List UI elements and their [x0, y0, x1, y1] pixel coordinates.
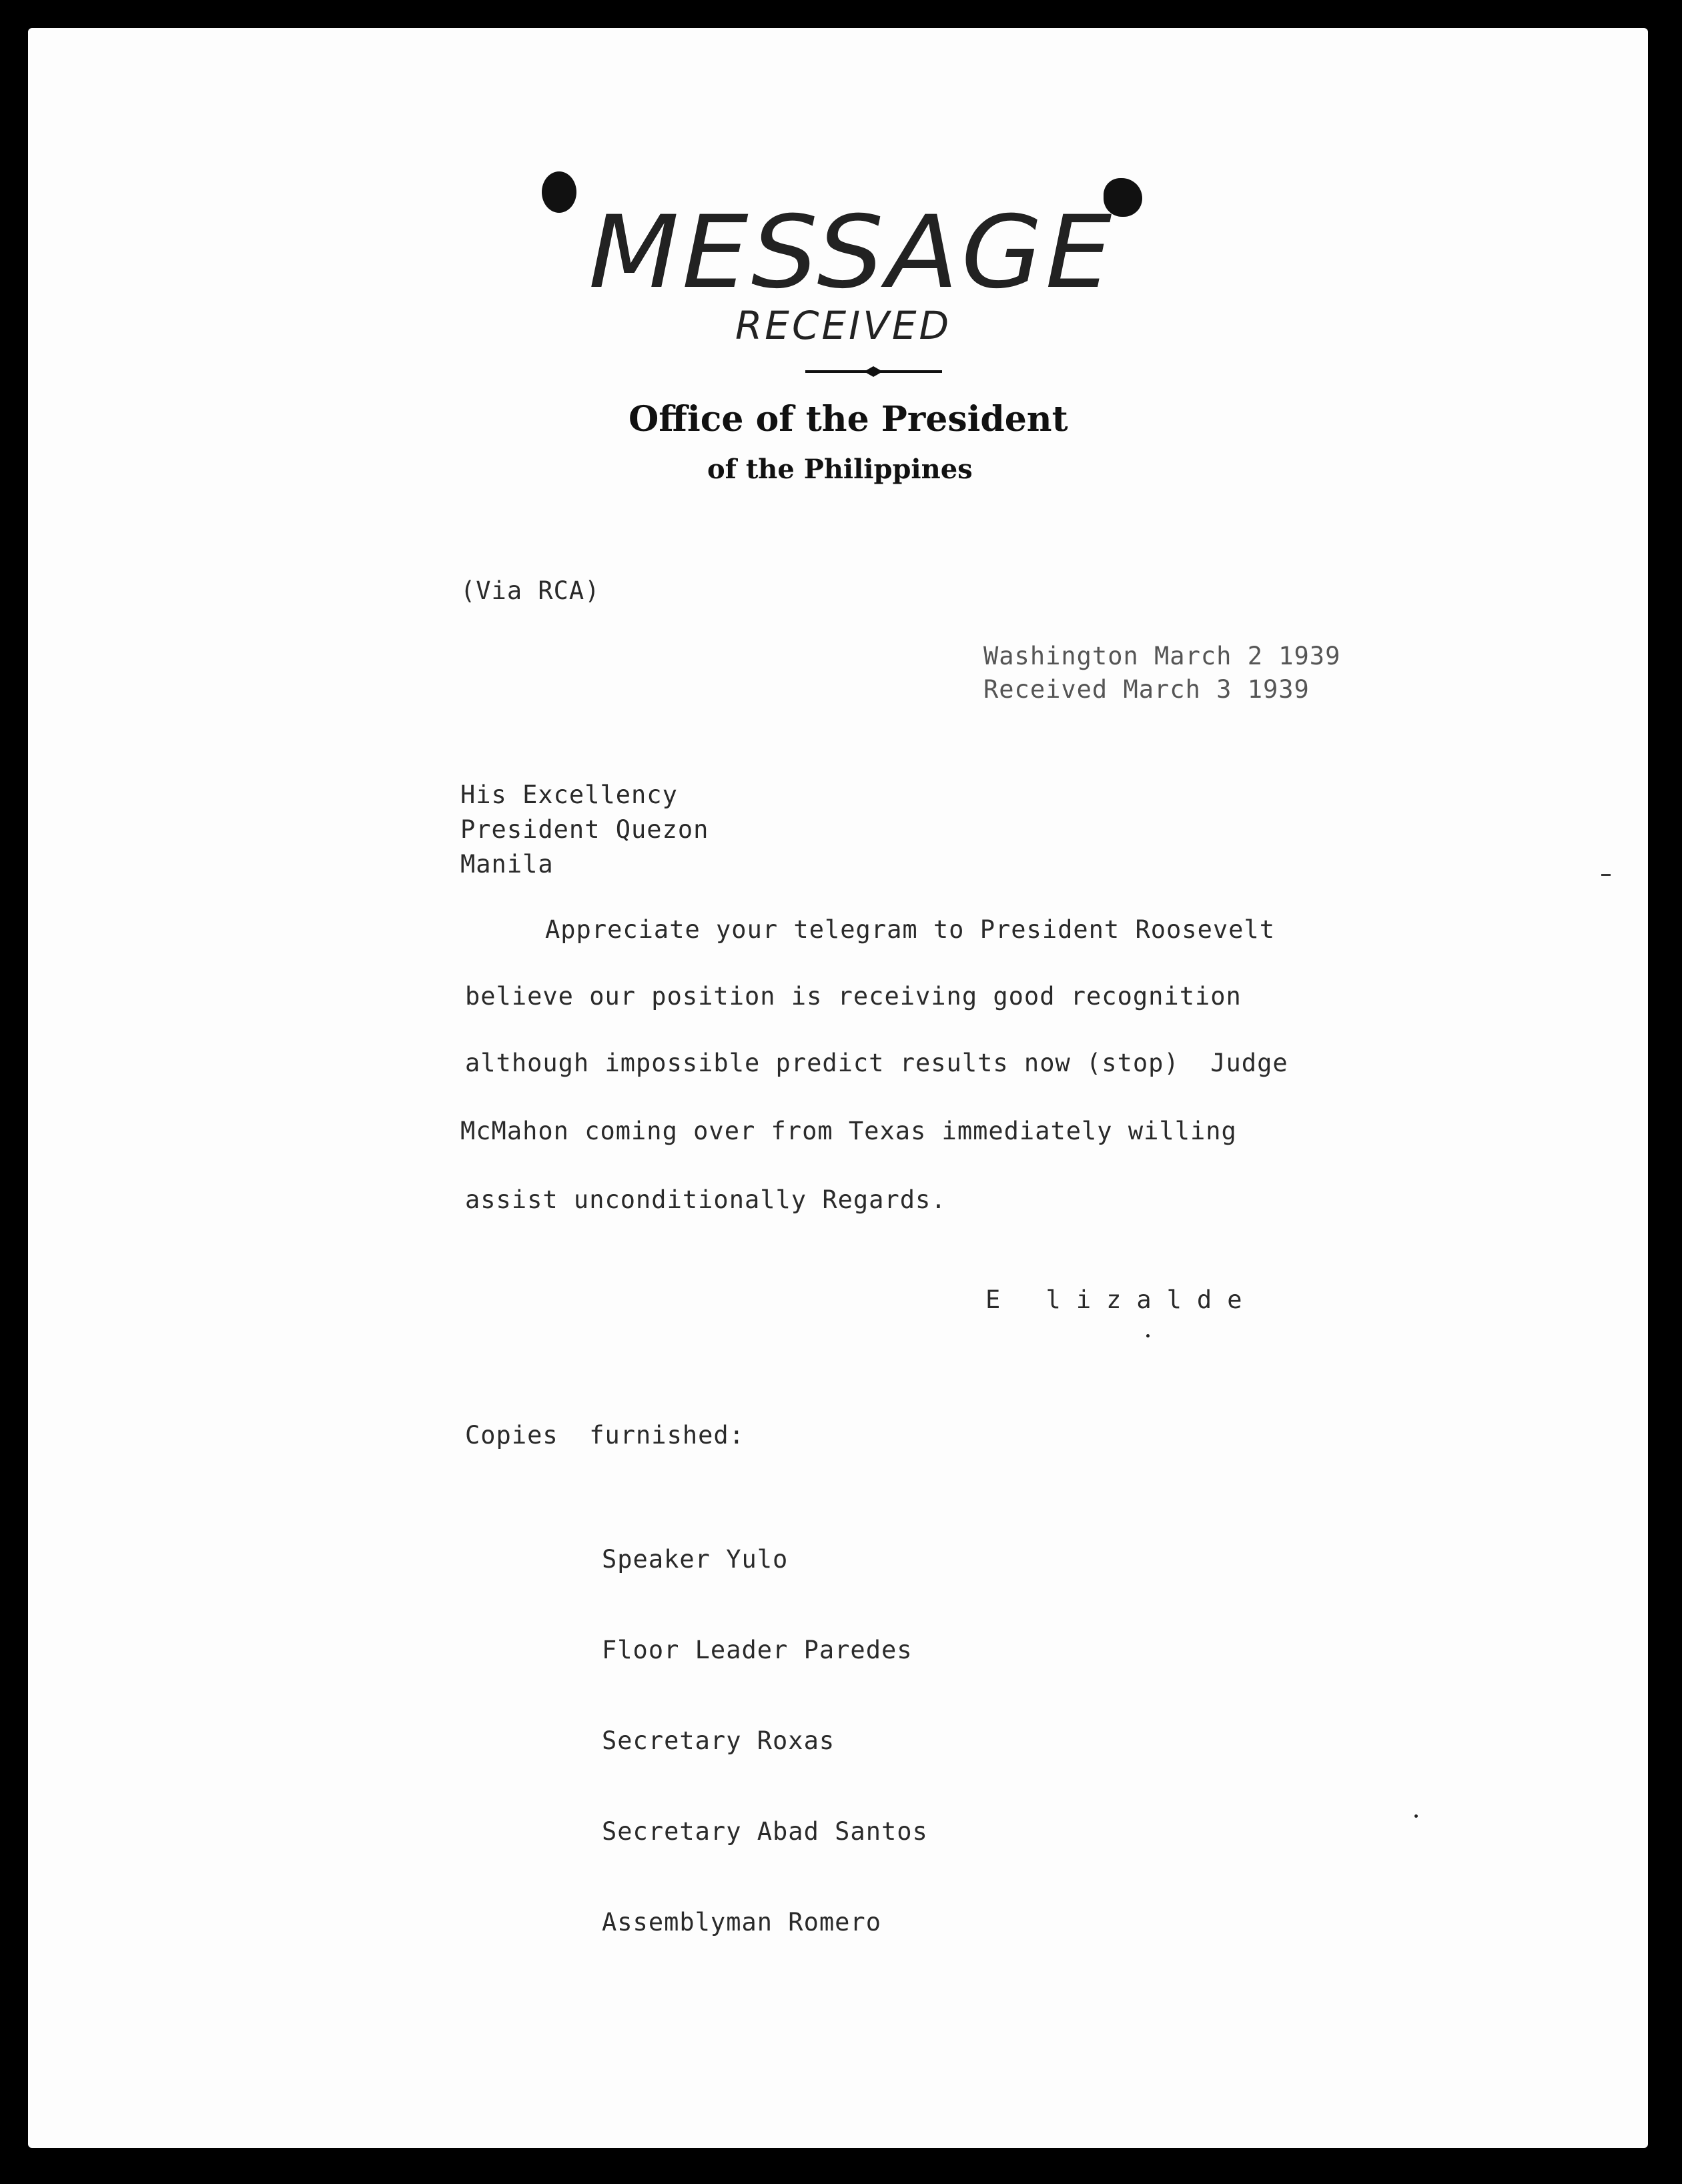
letterhead-subtitle: RECEIVED: [735, 303, 952, 348]
dateline-sent: Washington March 2 1939: [983, 642, 1341, 670]
message-body-line: believe our position is receiving good recognition: [465, 982, 1242, 1011]
letterhead-country-line: of the Philippines: [707, 454, 973, 485]
dateline-received: Received March 3 1939: [983, 675, 1310, 704]
message-body-line: McMahon coming over from Texas immediately willing: [460, 1117, 1237, 1145]
addressee-line: President Quezon: [460, 815, 709, 844]
letterhead-title: MESSAGE: [588, 195, 1115, 311]
list-item: Floor Leader Paredes: [602, 1636, 913, 1664]
sender-signature: E lizalde: [985, 1285, 1258, 1314]
copies-furnished-heading: Copies furnished:: [465, 1421, 745, 1450]
list-item: Assemblyman Romero: [602, 1908, 881, 1937]
paper-speck: [1414, 1814, 1418, 1818]
paper-mark: [1601, 874, 1611, 876]
message-body-line: Appreciate your telegram to President Roosevelt: [545, 915, 1275, 944]
addressee-line: Manila: [460, 850, 554, 879]
list-item: Secretary Roxas: [602, 1726, 835, 1755]
list-item: Speaker Yulo: [602, 1545, 789, 1574]
addressee-line: His Excellency: [460, 780, 678, 809]
paper-speck: [1146, 1334, 1150, 1337]
letterhead-office-line: Office of the President: [628, 399, 1068, 440]
message-body-line: although impossible predict results now (stop) Judge: [465, 1049, 1288, 1077]
ink-blot-left: [542, 171, 576, 213]
letterhead-divider-ornament: [805, 365, 942, 378]
message-body-line: assist unconditionally Regards.: [465, 1185, 947, 1214]
copies-recipient-list: [602, 1488, 928, 1999]
transmission-via: (Via RCA): [460, 576, 600, 605]
document-page: [28, 28, 1648, 2148]
list-item: Secretary Abad Santos: [602, 1817, 928, 1846]
